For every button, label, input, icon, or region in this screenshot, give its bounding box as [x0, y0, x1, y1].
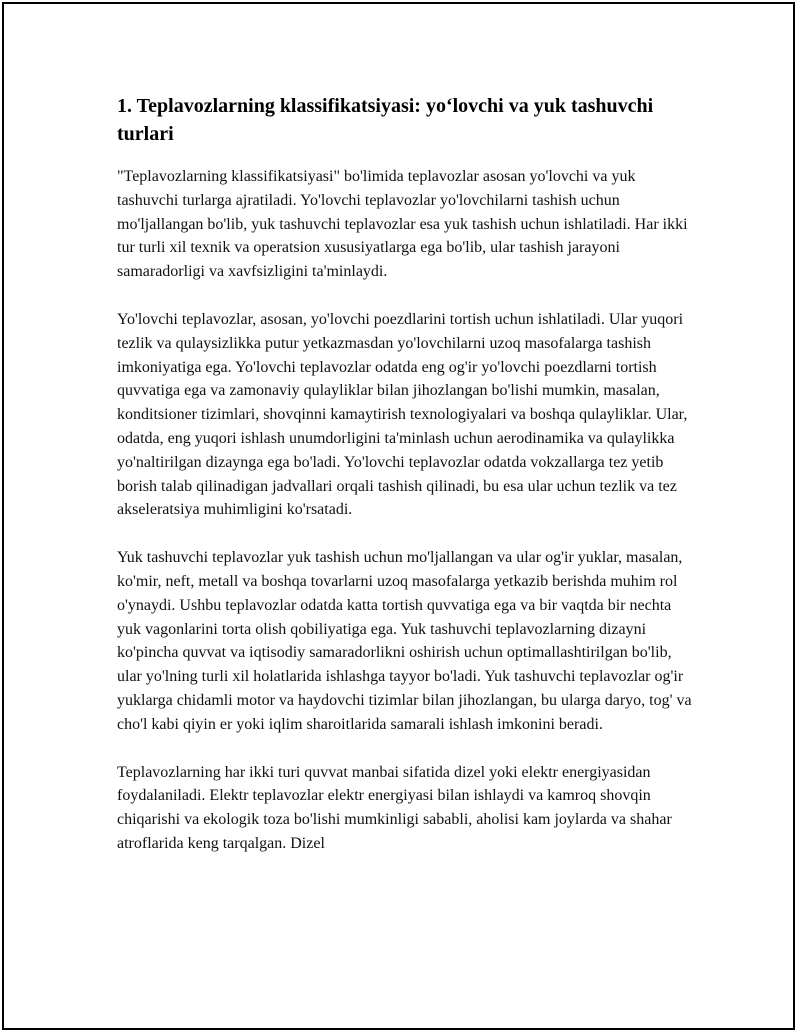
- section-heading: 1. Teplavozlarning klassifikatsiyasi: yo‘lovchi va yuk tashuvchi turlari: [117, 95, 654, 145]
- paragraph-intro: "Teplavozlarning klassifikatsiyasi" bo'limida teplavozlar asosan yo'lovchi va yuk tashuvchi turlarga ajratiladi. Yo'lovchi teplavozlar yo'lovchilarni tashish uchun mo'ljallangan bo'lib, yuk tashuvchi teplavozlar esa yuk tashish uchun ishlatiladi. Har ikki tur turli xil texnik va operatsion xususiyatlarga ega bo'lib, ular tashish jarayoni samaradorligi va xavfsizligini ta'minlaydi.: [117, 168, 688, 281]
- document-body: [117, 92, 692, 880]
- paragraph-passenger-locomotives: Yo'lovchi teplavozlar, asosan, yo'lovchi poezdlarini tortish uchun ishlatiladi. Ular yuqori tezlik va qulaysizlikka putur yetkazmasdan yo'lovchilarni uzoq masofalarga tashish imkoniyatiga ega. Yo'lovchi teplavozlar odatda eng og'ir yo'lovchi poezdlarni tortish quvvatiga ega va zamonaviy qulayliklar bilan jihozlangan bo'lishi mumkin, masalan, konditsioner tizimlari, shovqinni kamaytirish texnologiyalari va boshqa qulayliklar. Ular, odatda, eng yuqori ishlash unumdorligini ta'minlash uchun aerodinamika va qulaylikka yo'naltirilgan dizaynga ega bo'ladi. Yo'lovchi teplavozlar odatda vokzallarga tez yetib borish talab qilinadigan jadvallari orqali tashish qilinadi, bu esa ular uchun tezlik va tez akseleratsiya muhimligini ko'rsatadi.: [117, 310, 688, 519]
- paragraph-power-sources: Teplavozlarning har ikki turi quvvat manbai sifatida dizel yoki elektr energiyasidan foydalaniladi. Elektr teplavozlar elektr energiyasi bilan ishlaydi va kamroq shovqin chiqarishi va ekologik toza bo'lishi mumkinligi sababli, aholisi kam joylarda va shahar atroflarida keng tarqalgan. Dizel: [117, 763, 672, 852]
- paragraph-freight-locomotives: Yuk tashuvchi teplavozlar yuk tashish uchun mo'ljallangan va ular og'ir yuklar, masalan, ko'mir, neft, metall va boshqa tovarlarni uzoq masofalarga yetkazib berishda muhim rol o'ynaydi. Ushbu teplavozlar odatda katta tortish quvvatiga ega va bir vaqtda bir nechta yuk vagonlarini torta olish qobiliyatiga ega. Yuk tashuvchi teplavozlarning dizayni ko'pincha quvvat va iqtisodiy samaradorlikni oshirish uchun optimallashtirilgan bo'lib, ular yo'lning turli xil holatlarida ishlashga tayyor bo'ladi. Yuk tashuvchi teplavozlar og'ir yuklarga chidamli motor va haydovchi tizimlar bilan jihozlangan, bu ularga daryo, tog' va cho'l kabi qiyin er yoki iqlim sharoitlarida samarali ishlash imkonini beradi.: [117, 549, 692, 733]
